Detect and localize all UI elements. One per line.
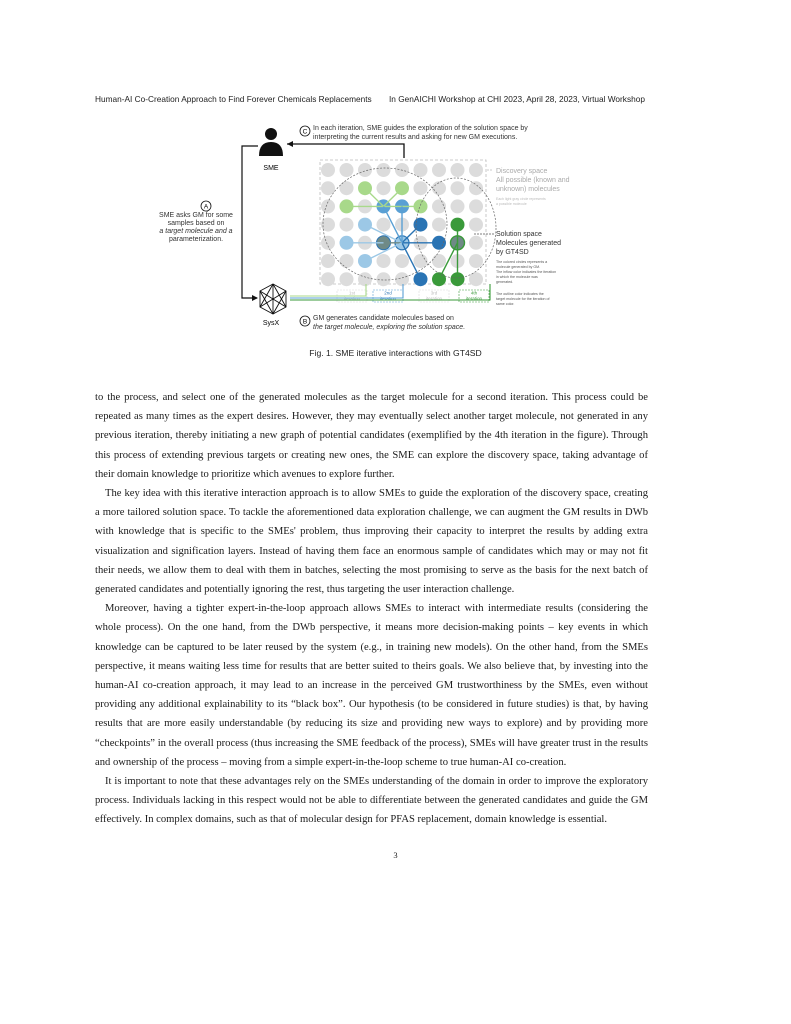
header-venue: In GenAICHI Workshop at CHI 2023, April 28, 2023, Virtual Workshop bbox=[389, 94, 645, 104]
possible-molecule bbox=[395, 272, 409, 286]
possible-molecule bbox=[340, 163, 354, 177]
paragraph-2: The key idea with this iterative interaction approach is to allow SMEs to guide the exploration of the discovery space, creating a more tailored solution space. To tackle the aforementioned data exploration challenge, we can augment the GM results in DWb with knowledge that is specific to the SMEs' problem, thus improving their capacity to interpret the results by adding extra visualization and signification layers. Instead of having them face an enormous sample of candidates which may or may not fit their needs, we allow them to deal with them in batches, selecting the most promising to serve as the basis for the next batch of generated candidates and potentially ignoring the rest, thus targeting the user interaction challenge. bbox=[95, 488, 648, 596]
text-a-line3: a target molecule and a bbox=[159, 228, 233, 235]
possible-molecule bbox=[451, 181, 465, 195]
possible-molecule bbox=[395, 254, 409, 268]
loop-bracket bbox=[242, 146, 258, 298]
discovery-title: Discovery space bbox=[496, 168, 548, 175]
iter-4th-label: 4th bbox=[470, 290, 478, 296]
solution-small-4: generated. bbox=[496, 280, 514, 284]
page-number: 3 bbox=[393, 850, 398, 860]
body-text bbox=[95, 388, 648, 830]
solution-small-6: target molecule for the iteration of bbox=[496, 297, 550, 301]
possible-molecule bbox=[377, 272, 391, 286]
possible-molecule bbox=[451, 199, 465, 213]
possible-molecule bbox=[377, 181, 391, 195]
text-c-line2: interpreting the current results and asking for new GM executions. bbox=[313, 134, 518, 141]
solution-small-5: The outline color indicates the bbox=[496, 292, 544, 296]
text-a-line1: SME asks GM for some bbox=[159, 212, 233, 219]
possible-molecule bbox=[432, 218, 446, 232]
possible-molecule bbox=[432, 254, 446, 268]
possible-molecule bbox=[432, 181, 446, 195]
possible-molecule bbox=[451, 163, 465, 177]
text-a-line4: parameterization. bbox=[168, 236, 224, 243]
iter-3rd-label: 3rd bbox=[430, 290, 438, 296]
solution-line2: by GT4SD bbox=[496, 249, 529, 256]
sysx-network-icon bbox=[260, 284, 286, 314]
iter-2nd-word: iteration bbox=[379, 296, 397, 301]
discovery-line1: All possible (known and bbox=[496, 177, 570, 184]
possible-molecule bbox=[340, 254, 354, 268]
figure-caption: Fig. 1. SME iterative interactions with GT4SD bbox=[309, 348, 482, 358]
possible-molecule bbox=[340, 181, 354, 195]
possible-molecule bbox=[469, 272, 483, 286]
text-a-line2: samples based on bbox=[167, 220, 225, 227]
solution-small-0: The colored circles represents a bbox=[496, 260, 548, 264]
text-b-line1: GM generates candidate molecules based on bbox=[313, 315, 454, 322]
sme-person-icon bbox=[259, 128, 283, 156]
solution-small-1: molecule generated by GM. bbox=[496, 265, 541, 269]
iter-4th-word: iteration bbox=[465, 296, 483, 301]
possible-molecule bbox=[340, 272, 354, 286]
possible-molecule bbox=[321, 272, 335, 286]
iter-1st-word: iteration bbox=[343, 296, 361, 301]
generated-molecule bbox=[432, 272, 446, 286]
possible-molecule bbox=[321, 163, 335, 177]
possible-molecule bbox=[358, 272, 372, 286]
possible-molecule bbox=[469, 254, 483, 268]
possible-molecule bbox=[321, 236, 335, 250]
possible-molecule bbox=[414, 163, 428, 177]
possible-molecule bbox=[321, 254, 335, 268]
discovery-line2: unknown) molecules bbox=[496, 186, 560, 193]
header-title: Human-AI Co-Creation Approach to Find Forever Chemicals Replacements bbox=[95, 94, 372, 104]
iter-1st-label: 1st bbox=[348, 290, 356, 296]
paragraph-4: It is important to note that these advantages rely on the SMEs understanding of the domain in order to improve the exploratory process. Individuals lacking in this respect would not be able to differentiate between the generated candidates and guide the GM effectively. In complex domains, such as that of molecular design for PFAS replacement, domain knowledge is essential. bbox=[95, 776, 648, 826]
paragraph-1: to the process, and select one of the generated molecules as the target molecule for a second iteration. This process could be repeated as many times as the expert desires. However, they may eventually select another target molecule, not generated in any previous iteration, thereby initiating a new graph of potential candidates (exemplified by the 4th iteration in the figure). Through this process of extending previous targets or creating new ones, the SME can explore the discovery space, taking advantage of their domain knowledge to prioritize which avenues to explore further. bbox=[95, 392, 648, 480]
possible-molecule bbox=[377, 254, 391, 268]
label-a: A bbox=[203, 203, 209, 211]
possible-molecule bbox=[469, 181, 483, 195]
possible-molecule bbox=[469, 163, 483, 177]
label-b: B bbox=[302, 318, 308, 326]
solution-small-2: The inflow color indicates the iteration bbox=[496, 270, 557, 274]
iter-3rd-word: iteration bbox=[425, 296, 443, 301]
discovery-small1: Each light gray circle represents bbox=[496, 197, 546, 201]
possible-molecule bbox=[432, 163, 446, 177]
arrow-c bbox=[287, 144, 404, 158]
possible-molecule bbox=[469, 199, 483, 213]
possible-molecule bbox=[469, 218, 483, 232]
possible-molecule bbox=[469, 236, 483, 250]
solution-title: Solution space bbox=[496, 231, 542, 238]
possible-molecule bbox=[414, 181, 428, 195]
possible-molecule bbox=[377, 163, 391, 177]
possible-molecule bbox=[340, 218, 354, 232]
text-c-line1: In each iteration, SME guides the exploration of the solution space by bbox=[313, 125, 528, 132]
generated-molecule bbox=[414, 272, 428, 286]
figure-sme-interactions bbox=[140, 118, 660, 338]
possible-molecule bbox=[358, 163, 372, 177]
solution-small-7: same color. bbox=[496, 302, 515, 306]
possible-molecule bbox=[377, 218, 391, 232]
sysx-label: SysX bbox=[262, 320, 280, 327]
solution-line1: Molecules generated bbox=[496, 240, 561, 247]
running-header bbox=[95, 94, 655, 104]
label-c: C bbox=[302, 128, 308, 136]
sme-label: SME bbox=[263, 165, 279, 172]
possible-molecule bbox=[432, 199, 446, 213]
paragraph-3: Moreover, having a tighter expert-in-the-loop approach allows SMEs to interact with intermediate results (considering the whole process). On the one hand, from the DWb perspective, it means more decision-making points – key events in which knowledge can be captured to be later reused by the system (e.g., in training new models). On the other hand, from the SMEs perspective, it means waiting less time for results that are better suited to theirs goals. We also believe that, by investing into the human-AI co-creation approach, it may lead to an increase in the perceived GM trustworthiness by the SMEs, even without providing any additional explainability to its “black box”. Our hypothesis (to be considered in future studies) is that, by having results that are more easily understandable (by reducing its size and providing new ways to explore) and by providing more “checkpoints” in the overall process (thus increasing the SME feedback of the process), SMEs will have greater trust in the results and ownership of the process – moving from a simple expert-in-the-loop scheme to true human-AI co-creation. bbox=[95, 603, 648, 768]
iter-2nd-label: 2nd bbox=[384, 290, 392, 296]
possible-molecule bbox=[414, 254, 428, 268]
solution-small-3: in which the molecule was bbox=[496, 275, 538, 279]
discovery-small2: a possible molecule bbox=[496, 202, 527, 206]
text-b-line2: the target molecule, exploring the solution space. bbox=[313, 324, 466, 331]
